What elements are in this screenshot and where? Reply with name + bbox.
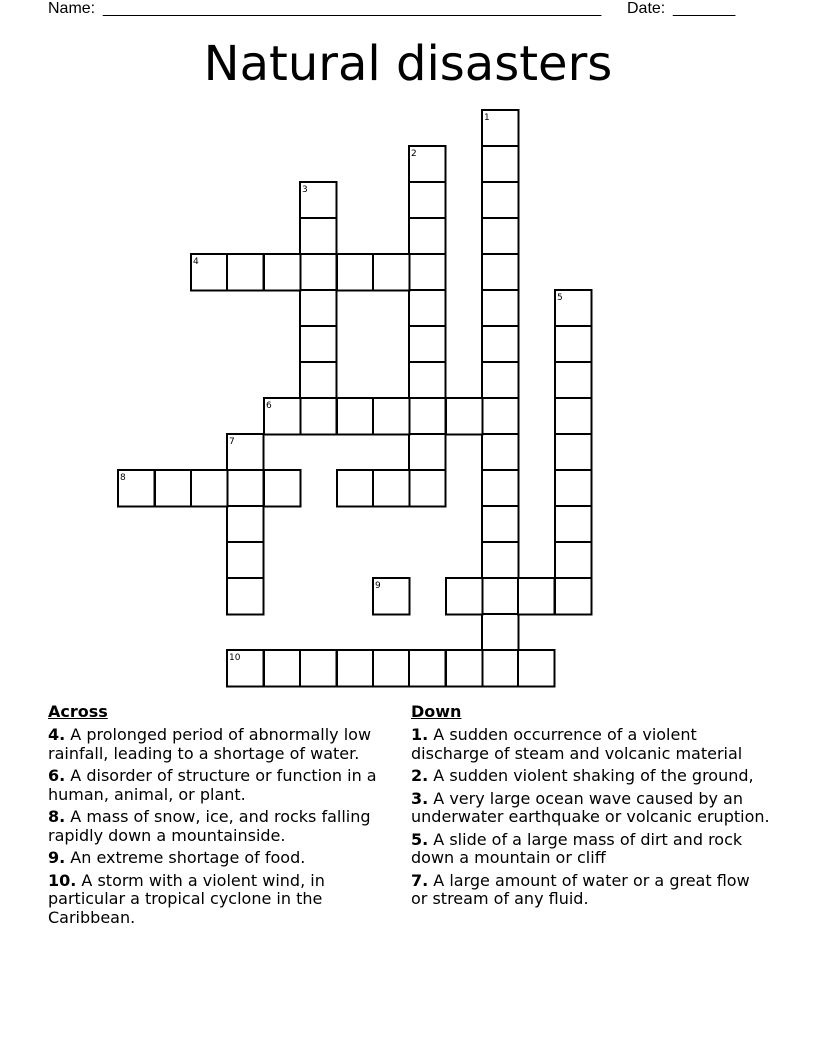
crossword-cell[interactable] <box>373 650 410 687</box>
clue-number: 6. <box>48 766 66 785</box>
date-blank-line[interactable]: _______ <box>673 0 736 17</box>
crossword-cell[interactable] <box>482 542 519 579</box>
crossword-cell[interactable] <box>264 650 301 687</box>
clue-number-6: 6 <box>266 401 272 411</box>
clue-text: A storm with a violent wind, in particular a tropical cyclone in the Caribbean. <box>48 870 325 927</box>
crossword-cell[interactable] <box>409 326 446 363</box>
crossword-cell[interactable] <box>409 254 446 291</box>
crossword-cell[interactable] <box>227 650 264 687</box>
across-clue-10 <box>48 872 378 928</box>
crossword-cell[interactable] <box>409 182 446 219</box>
clue-text: An extreme shortage of food. <box>65 848 306 867</box>
crossword-cell[interactable] <box>518 578 555 615</box>
clue-number: 1. <box>411 725 429 744</box>
across-clues <box>48 702 378 931</box>
crossword-cell[interactable] <box>555 506 592 543</box>
clue-number: 10. <box>48 870 77 890</box>
clue-number-5: 5 <box>557 293 563 303</box>
crossword-cell[interactable] <box>409 650 446 687</box>
crossword-cell[interactable] <box>337 650 374 687</box>
clue-number: 5. <box>411 829 429 849</box>
across-clue-9 <box>48 849 378 868</box>
crossword-cell[interactable] <box>300 362 337 399</box>
crossword-cell[interactable] <box>373 578 410 615</box>
crossword-cell[interactable] <box>409 290 446 327</box>
down-clue-1 <box>411 726 771 763</box>
crossword-cell[interactable] <box>409 398 446 435</box>
clue-number-8: 8 <box>120 473 126 483</box>
clue-number: 7. <box>411 870 429 890</box>
crossword-cell[interactable] <box>482 254 519 291</box>
across-clue-4 <box>48 726 378 763</box>
crossword-cell[interactable] <box>409 470 446 507</box>
crossword-cell[interactable] <box>482 290 519 327</box>
crossword-cell[interactable] <box>264 470 301 507</box>
crossword-cell[interactable] <box>482 110 519 147</box>
clue-number: 2. <box>411 766 429 785</box>
date-label: Date: <box>627 0 666 17</box>
crossword-cell[interactable] <box>555 398 592 435</box>
header-line <box>48 0 768 20</box>
down-clue-3 <box>411 790 771 827</box>
down-heading: Down <box>411 702 462 721</box>
crossword-cell[interactable] <box>373 254 410 291</box>
crossword-cell[interactable] <box>264 398 301 435</box>
crossword-cell[interactable] <box>264 254 301 291</box>
page-title: Natural disasters <box>203 36 613 92</box>
crossword-cell[interactable] <box>518 650 555 687</box>
clue-text: A mass of snow, ice, and rocks falling rapidly down a mountainside. <box>48 807 371 845</box>
clue-number: 4. <box>48 725 66 744</box>
crossword-cell[interactable] <box>300 254 337 291</box>
clue-text: A disorder of structure or function in a human, animal, or plant. <box>48 766 377 804</box>
crossword-cell[interactable] <box>300 182 337 219</box>
clue-number-7: 7 <box>229 437 235 447</box>
crossword-cell[interactable] <box>446 398 483 435</box>
crossword-cell[interactable] <box>482 362 519 399</box>
clue-text: A slide of a large mass of dirt and rock down a mountain or cliff <box>411 829 743 867</box>
clue-number-10: 10 <box>229 653 241 663</box>
clue-number-2: 2 <box>411 149 417 159</box>
clue-number-4: 4 <box>193 257 199 267</box>
down-clue-list <box>411 726 771 909</box>
crossword-cell[interactable] <box>227 470 264 507</box>
crossword-cell[interactable] <box>409 434 446 471</box>
crossword-cell[interactable] <box>300 290 337 327</box>
across-clue-8 <box>48 808 378 845</box>
clue-number-1: 1 <box>484 113 490 123</box>
crossword-cell[interactable] <box>482 614 519 651</box>
across-clue-list <box>48 726 378 927</box>
across-clue-6 <box>48 767 378 804</box>
clue-number: 3. <box>411 788 429 808</box>
crossword-cell[interactable] <box>555 470 592 507</box>
crossword-cell[interactable] <box>227 254 264 291</box>
crossword-cell[interactable] <box>446 650 483 687</box>
crossword-cell[interactable] <box>555 542 592 579</box>
crossword-cell[interactable] <box>482 650 519 687</box>
crossword-cell[interactable] <box>555 434 592 471</box>
name-blank-line[interactable]: ________________________________________________________ <box>103 0 602 17</box>
crossword-cell[interactable] <box>482 434 519 471</box>
crossword-cell[interactable] <box>300 398 337 435</box>
crossword-cell[interactable] <box>300 218 337 255</box>
crossword-cell[interactable] <box>227 506 264 543</box>
across-heading: Across <box>48 702 108 721</box>
crossword-cell[interactable] <box>482 398 519 435</box>
crossword-cell[interactable] <box>373 470 410 507</box>
clue-number: 8. <box>48 807 66 826</box>
crossword-cell[interactable] <box>409 218 446 255</box>
crossword-cell[interactable] <box>555 578 592 615</box>
crossword-cell[interactable] <box>482 470 519 507</box>
clue-number-3: 3 <box>302 185 308 195</box>
crossword-cell[interactable] <box>191 470 228 507</box>
crossword-cell[interactable] <box>337 470 374 507</box>
crossword-cell[interactable] <box>227 434 264 471</box>
crossword-cell[interactable] <box>191 254 228 291</box>
down-clue-5 <box>411 831 771 868</box>
crossword-cell[interactable] <box>482 578 519 615</box>
clue-number-9: 9 <box>375 581 381 591</box>
crossword-cell[interactable] <box>446 578 483 615</box>
crossword-cell[interactable] <box>300 326 337 363</box>
crossword-cell[interactable] <box>409 146 446 183</box>
crossword-cell[interactable] <box>409 362 446 399</box>
crossword-cell[interactable] <box>555 326 592 363</box>
clue-text: A sudden occurrence of a violent discharge of steam and volcanic material <box>411 725 743 763</box>
crossword-cell[interactable] <box>482 218 519 255</box>
crossword-cell[interactable] <box>300 650 337 687</box>
crossword-cell[interactable] <box>482 326 519 363</box>
down-clue-7 <box>411 872 771 909</box>
clue-text: A large amount of water or a great flow or stream of any fluid. <box>411 870 750 908</box>
crossword-cell[interactable] <box>337 254 374 291</box>
crossword-cell[interactable] <box>555 290 592 327</box>
clue-text: A sudden violent shaking of the ground, <box>428 766 754 785</box>
crossword-cell[interactable] <box>227 542 264 579</box>
crossword-cell[interactable] <box>118 470 155 507</box>
clue-text: A very large ocean wave caused by an underwater earthquake or volcanic eruption. <box>411 788 770 826</box>
down-clue-2 <box>411 767 771 786</box>
crossword-cell[interactable] <box>482 146 519 183</box>
crossword-cell[interactable] <box>555 362 592 399</box>
crossword-cell[interactable] <box>337 398 374 435</box>
crossword-cell[interactable] <box>482 182 519 219</box>
down-clues <box>411 702 771 913</box>
crossword-cell[interactable] <box>155 470 192 507</box>
crossword-cell[interactable] <box>482 506 519 543</box>
clue-number: 9. <box>48 848 66 867</box>
crossword-cell[interactable] <box>373 398 410 435</box>
crossword-cell[interactable] <box>227 578 264 615</box>
clue-text: A prolonged period of abnormally low rainfall, leading to a shortage of water. <box>48 725 372 763</box>
name-label: Name: <box>48 0 96 17</box>
